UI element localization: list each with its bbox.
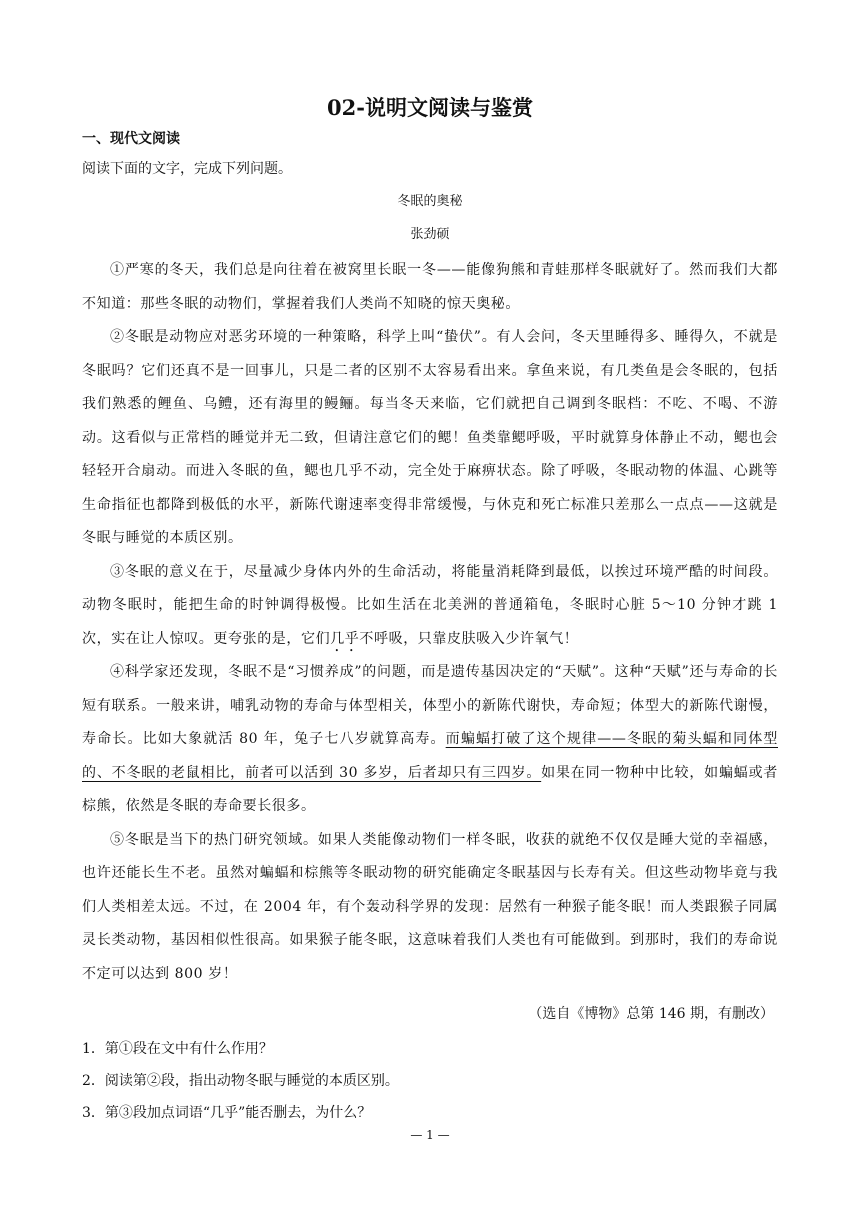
paragraph-3-text-a: ③冬眠的意义在于，尽量减少身体内外的生命活动，将能量消耗降到最低，以挨过环境严酷的时间段。动物冬眠时，能把生命的时钟调得极慢。比如生活在北美洲的普通箱龟，冬眠时心脏 5～10 分钟才跳 1 次，实在让人惊叹。更夸张的是，它们 <box>82 563 778 647</box>
paragraph-4-text-a: ④科学家还发现，冬眠不是“习惯养成”的问题，而是遗传基因决定的“天赋”。这种“天赋”还与寿命的长短有联系。一般来讲，哺乳动物的寿命与体型相关，体型小的新陈代谢快，寿命短；体型大的新陈代谢慢，寿命长。比如大象就活 80 年，兔子七八岁就算高寿。 <box>82 664 778 747</box>
article-title: 冬眠的奥秘 <box>397 194 463 209</box>
paragraph-4 <box>82 656 778 824</box>
paragraph-2: ②冬眠是动物应对恶劣环境的一种策略，科学上叫“蛰伏”。有人会问，冬天里睡得多、睡得久，不就是冬眠吗？它们还真不是一回事儿，只是二者的区别不太容易看出来。拿鱼来说，有几类鱼是会冬眠的，包括我们熟悉的鲤鱼、乌鳢，还有海里的鳗鲡。每当冬天来临，它们就把自己调到冬眠档：不吃、不喝、不游动。这看似与正常档的睡觉并无二致，但请注意它们的鳃！鱼类靠鳃呼吸，平时就算身体静止不动，鳃也会轻轻开合扇动。而进入冬眠的鱼，鳃也几乎不动，完全处于麻痹状态。除了呼吸，冬眠动物的体温、心跳等生命指征也都降到极低的水平，新陈代谢速率变得非常缓慢，与休克和死亡标准只差那么一点点——这就是冬眠与睡觉的本质区别。 <box>82 329 778 546</box>
page-number: — 1 — <box>410 1128 450 1142</box>
underlined-sentence: 而蝙蝠打破了这个规律——冬眠的菊头蝠和同体型的、不冬眠的老鼠相比，前者可以活到 30 多岁，后者却只有三四岁。 <box>82 731 778 781</box>
article-source: （选自《博物》总第 146 期，有删改） <box>528 1006 774 1022</box>
paragraph-4-text-b: 如果在同一物种中比较，如蝙蝠或者棕熊，依然是冬眠的寿命要长很多。 <box>82 764 778 814</box>
article-author: 张劲硕 <box>410 227 450 242</box>
paragraph-3 <box>82 556 778 657</box>
paragraph-5: ⑤冬眠是当下的热门研究领域。如果人类能像动物们一样冬眠，收获的就绝不仅仅是睡大觉的幸福感，也许还能长生不老。虽然对蝙蝠和棕熊等冬眠动物的研究能确定冬眠基因与长寿有关。但这些动物毕竟与我们人类相差太远。不过，在 2004 年，有个轰动科学界的发现：居然有一种猴子能冬眠！而人类跟猴子同属灵长类动物，基因相似性很高。如果猴子能冬眠，这意味着我们人类也有可能做到。到那时，我们的寿命说不定可以达到 800 岁！ <box>82 831 778 982</box>
question-1: 1．第①段在文中有什么作用？ <box>82 1041 273 1057</box>
paragraph-1: ①严寒的冬天，我们总是向往着在被窝里长眠一冬——能像狗熊和青蛙那样冬眠就好了。然而我们大都不知道：那些冬眠的动物们，掌握着我们人类尚不知晓的惊天奥秘。 <box>82 262 778 312</box>
dotted-word: 几乎 <box>330 630 360 647</box>
document-title: 02-说明文阅读与鉴赏 <box>327 95 533 120</box>
question-2: 2．阅读第②段，指出动物冬眠与睡觉的本质区别。 <box>82 1073 399 1089</box>
section-heading: 一、现代文阅读 <box>82 131 180 147</box>
paragraph-3-text-b: 不呼吸，只靠皮肤吸入少许氧气！ <box>359 630 579 647</box>
article-body <box>82 254 778 991</box>
question-3: 3．第③段加点词语“几乎”能否删去，为什么？ <box>82 1105 372 1121</box>
instruction-text: 阅读下面的文字，完成下列问题。 <box>82 161 292 177</box>
